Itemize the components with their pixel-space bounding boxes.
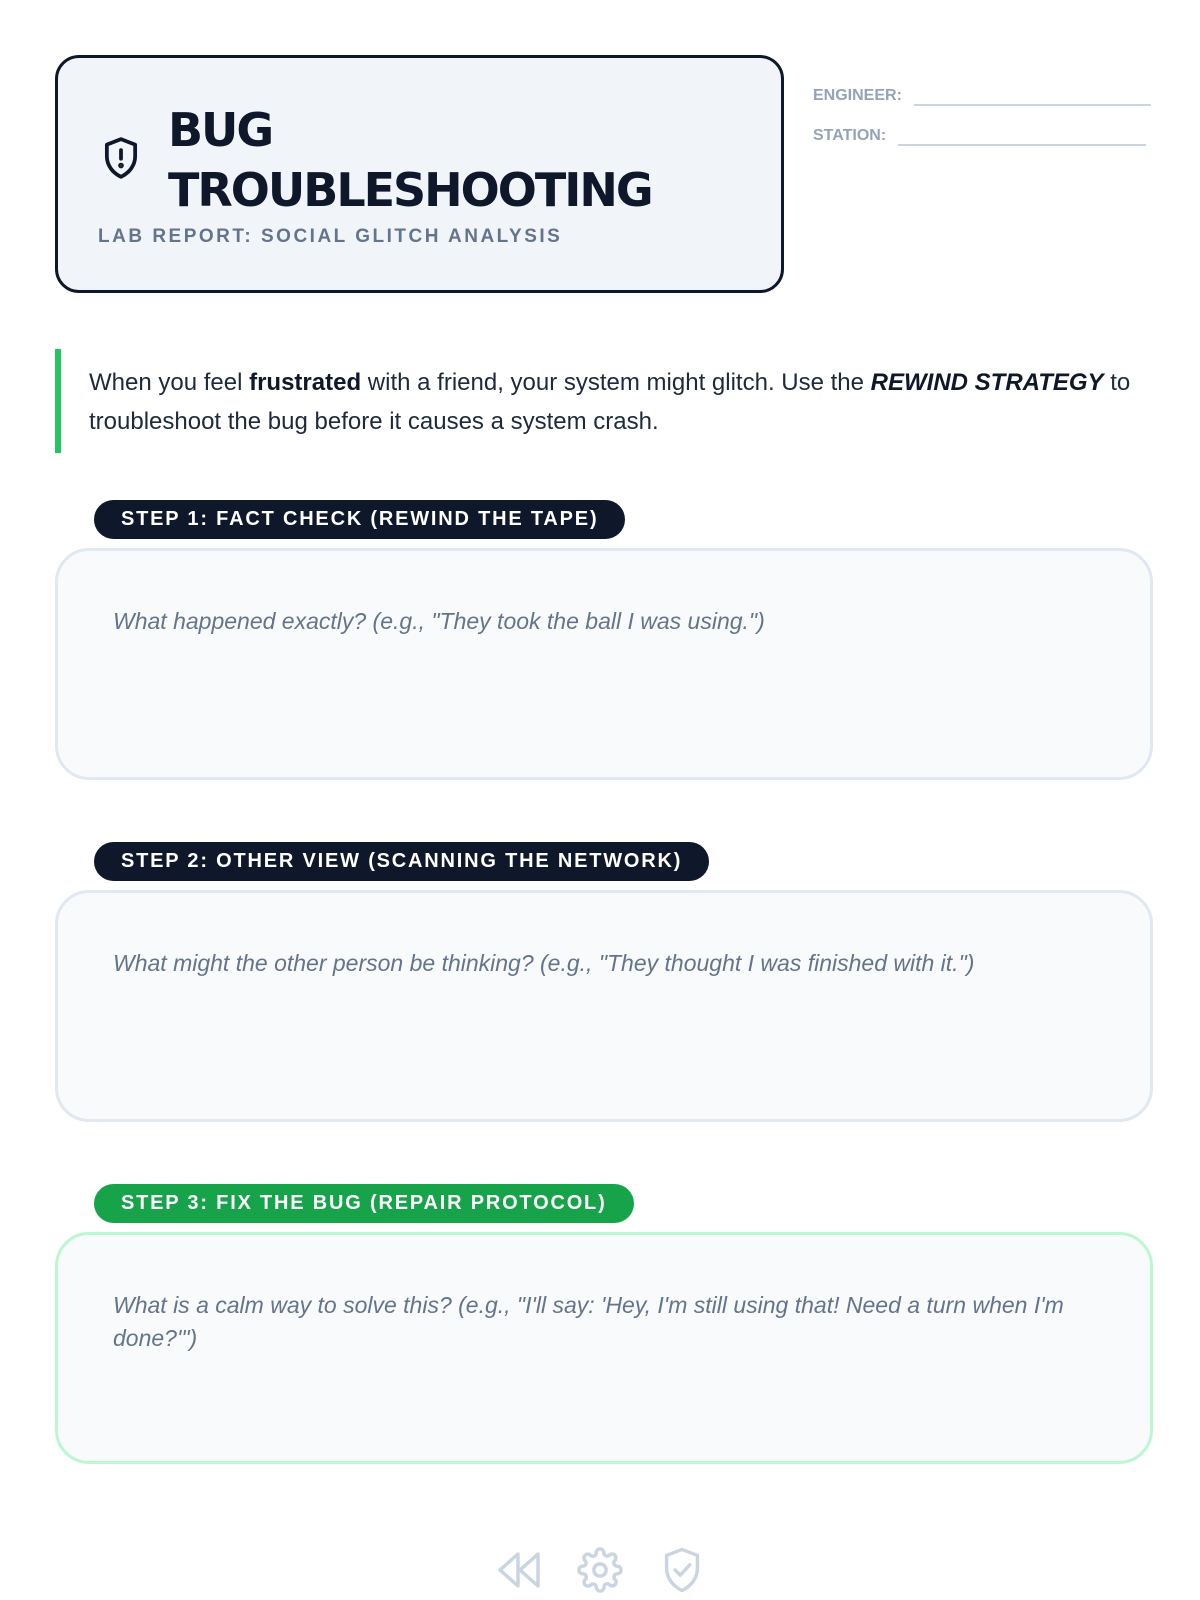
shield-alert-icon	[102, 136, 140, 180]
step-3-label: STEP 3: FIX THE BUG (REPAIR PROTOCOL)	[94, 1184, 634, 1223]
title-line-2: TROUBLESHOOTING	[168, 163, 652, 217]
intro-text-2: with a friend, your system might glitch. Use the	[361, 369, 871, 396]
title-line-1: BUG	[168, 103, 273, 157]
engineer-field	[813, 84, 1151, 106]
step-1-prompt: What happened exactly? (e.g., "They took the ball I was using.")	[113, 608, 765, 634]
intro-callout	[55, 349, 1155, 453]
footer-icon-row	[0, 1545, 1200, 1597]
gear-icon	[575, 1545, 625, 1595]
station-field	[813, 124, 1146, 146]
rewind-icon	[493, 1545, 543, 1595]
intro-text-3: to troubleshoot the bug before it causes a system crash.	[89, 369, 1131, 435]
station-input-line[interactable]	[898, 124, 1146, 146]
step-2-answer-box[interactable]	[55, 890, 1153, 1122]
step-2-prompt: What might the other person be thinking? (e.g., "They thought I was finished with it.")	[113, 950, 975, 976]
intro-bold: frustrated	[249, 369, 362, 396]
step-3-prompt: What is a calm way to solve this? (e.g., "I'll say: 'Hey, I'm still using that! Need a turn when I'm done?'")	[113, 1292, 1064, 1351]
step-2-label: STEP 2: OTHER VIEW (SCANNING THE NETWORK)	[94, 842, 709, 881]
engineer-input-line[interactable]	[914, 84, 1151, 106]
intro-emphasis: REWIND STRATEGY	[870, 369, 1104, 396]
page-subtitle: LAB REPORT: SOCIAL GLITCH ANALYSIS	[98, 226, 563, 247]
step-3-answer-box[interactable]	[55, 1232, 1153, 1464]
engineer-label: ENGINEER:	[813, 87, 902, 104]
page-title	[168, 100, 652, 220]
shield-check-icon	[657, 1545, 707, 1595]
station-label: STATION:	[813, 127, 887, 144]
title-card	[55, 55, 784, 293]
step-1-answer-box[interactable]	[55, 548, 1153, 780]
intro-text-1: When you feel	[89, 369, 250, 396]
step-1-label: STEP 1: FACT CHECK (REWIND THE TAPE)	[94, 500, 625, 539]
